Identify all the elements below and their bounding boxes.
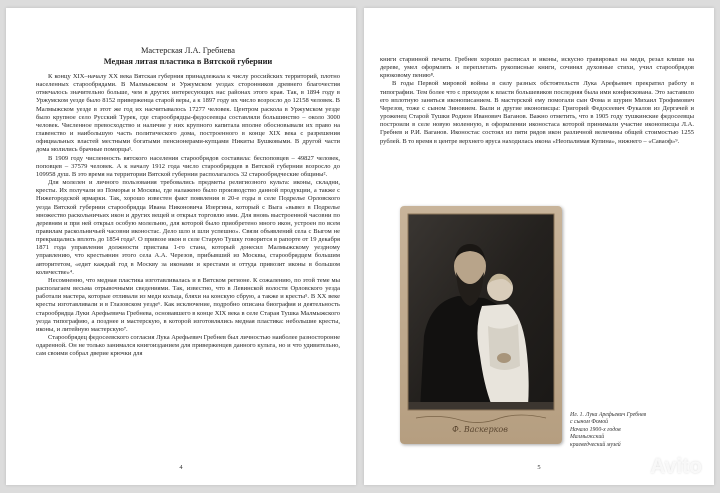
caption-line: с сыном Фомой xyxy=(570,419,609,426)
paragraph: В 1909 году численность вятского населения старообрядов составила: беспоповцев – 49827 человек, поповцев – 37579 человек. А к началу 1912 года число старообрядцев в Вятской губернии возросло до 109958 душ. В это время на территории Вятской губернии располагалось 32 старообрядческие общины². xyxy=(36,154,340,178)
left-page-body xyxy=(36,45,340,358)
historic-photograph xyxy=(400,206,562,444)
caption-line: Малмыжский xyxy=(570,434,605,441)
paragraph: К концу XIX–началу XX века Вятская губерния принадлежала к числу российских территорий, плотно населенных старообрядами. В Малмыжском и Уржумском уездах сторонников древнего благочестия отмечалось значительно больше, чем в других интересующих нас районах этого края. Так, в 1894 году в Уржумском уезде было 8152 приверженца старой веры, а к 1897 году их число возросло до 12158 человек. В Малмыжском уезде в этот же год их насчитывалось 17277 человек. Центром раскола в Уржумском уезде было крупное село Русский Турек, где старообрядцы-федосеевцы составляли большинство – около 3000 человек. Численное превосходство и наличие у них крупного капитала вполне обосновывали их право на главенство и наибольшую часть политического дома, построенного в конце XIX века с разрешения официальных властей местными богатыми пенсионерами-купцами Никиты Бушковыми. В другой части дома молились брачные поморцы¹. xyxy=(36,73,340,154)
right-page xyxy=(364,8,714,485)
caption-line: Начало 1900-х годов xyxy=(570,426,621,433)
caption-line: краеведческий музей xyxy=(570,441,621,448)
watermark-text: Avito xyxy=(650,455,702,478)
page-number-right: 5 xyxy=(537,464,541,471)
paragraph: книги старинной печати. Гребнев хорошо расписал и иконы, искусно гравировал на меди, резал клише на дереве, умел оформлять и переплетать рукописные книги, сочинял духовные стихи, учил старообрядов крюковому пению⁸. xyxy=(380,56,694,80)
photo-caption xyxy=(570,412,688,449)
left-page xyxy=(6,8,356,485)
paragraph: Несомненно, что медная пластика изготавливалась и в Вятском регионе. К сожалению, по этой теме мы располагаем весьма отрывочными сведениями. Так, известно, что в Левинской волости Орловского уезда работали мастера, которые отливали из меди кольца, бляхи на конскую сбрую, а также и кресты⁵. В XX веке кресты изготавливали и в Глазовском уезде⁶. Как исключение, подробно описана биография и деятельность старообрядца Луки Арефьевича Гребнева, основавшего в конце XIX века в селе Старая Тушка Малмыжского уезда типографию, а позднее и мастерскую, в которой изготовлялись медная пластика: небольшие кресты, иконы, и литейную мастерскую⁷. xyxy=(36,276,340,333)
photo-imprint: Ф. Васкерков xyxy=(452,425,508,434)
caption-line: Ил. 1. Лука Арефьевич Гребнев xyxy=(570,412,647,418)
right-page-body xyxy=(380,56,694,146)
paragraph: Старообрядец федосеевского согласия Лука Арефьевич Гребнев был личностью наиболее разносторонне одаренной. Он не только занимался книгоизданием для приверженцев данного культа, но и что удивительно, сам своими собрал дверие крючки для xyxy=(36,334,340,358)
paragraph: Для молелен и личного пользования требовались предметы религиозного культа: иконы, складни, кресты. Их получали из Поморья и Москвы, где налажено было производство данной продукции, а также с Нижегородской ярмарки. Так, хорошо известен факт появления в 20-е годы в селе Подрелье Орловского уезда Вятской губернии старообрядца Ивана Никоновича Изергина, который с Выга «вывез в Подрелье множество раскольничьих икон и других вещей и открыл торговлю ими. Для вновь выстроенной часовни по деревням и при ней открыл особую молельню, для которой было приобретено много икон, устроен по всем правилам раскольничьей часовни иконостас. Дело шло и шли успешно». Связи объявлений села с Выгом не прекращались вплоть до 1854 года³. О привозе икон в селе Старую Тушку говорится в рапорте от 19 декабря 1871 года управления должности пристава 1-го стана, который донесил Малмыжскому уездному управлению, что крестьянин этого села А.А. Черезов, прибывший из Москвы, старообрядцем большим авторитетом, «едит каждый год в Москву за иконами и крестами и оттуда привозит иконы в большом количестве»⁴. xyxy=(36,179,340,276)
avito-logo-icon xyxy=(625,456,647,478)
page-number-left: 4 xyxy=(179,464,183,471)
photo-illustration xyxy=(400,206,562,444)
article-title: Мастерская Л.А. Гребнева xyxy=(140,46,236,55)
paragraph: В годы Первой мировой войны в силу разных обстоятельств Лука Арефьевич прекратил работу в типографии. Тем более что с приходом к власти большевиков последняя была ими конфискована. Это заставило его вплотную заняться иконописанием. В мастерской ему помогали сын Фома и шурин Михаил Трофимович Черезов, тоже с сыном Зиновием. Были и другие иконописцы: Григорий Федосеевич Фукалов из Дергачей и уроженец Старой Тушки Родион Иванович Ваганов. Важно отметить, что в 1905 году тушкинские федосеевцы построили в селе новую моленную, в оформлении иконостаса которой принимали участие иконописцы Л.А. Гребнев и Р.И. Ваганов. Иконостас состоял из пяти рядов икон различной величины общей стоимостью 1255 рублей. В то время в центре верхнего яруса находилась икона «Неопалимая Купина», нижнего – «Саваоф»⁹. xyxy=(380,80,694,145)
watermark xyxy=(625,455,702,479)
article-subtitle: Медная литая пластика в Вятской губернии xyxy=(103,57,273,66)
